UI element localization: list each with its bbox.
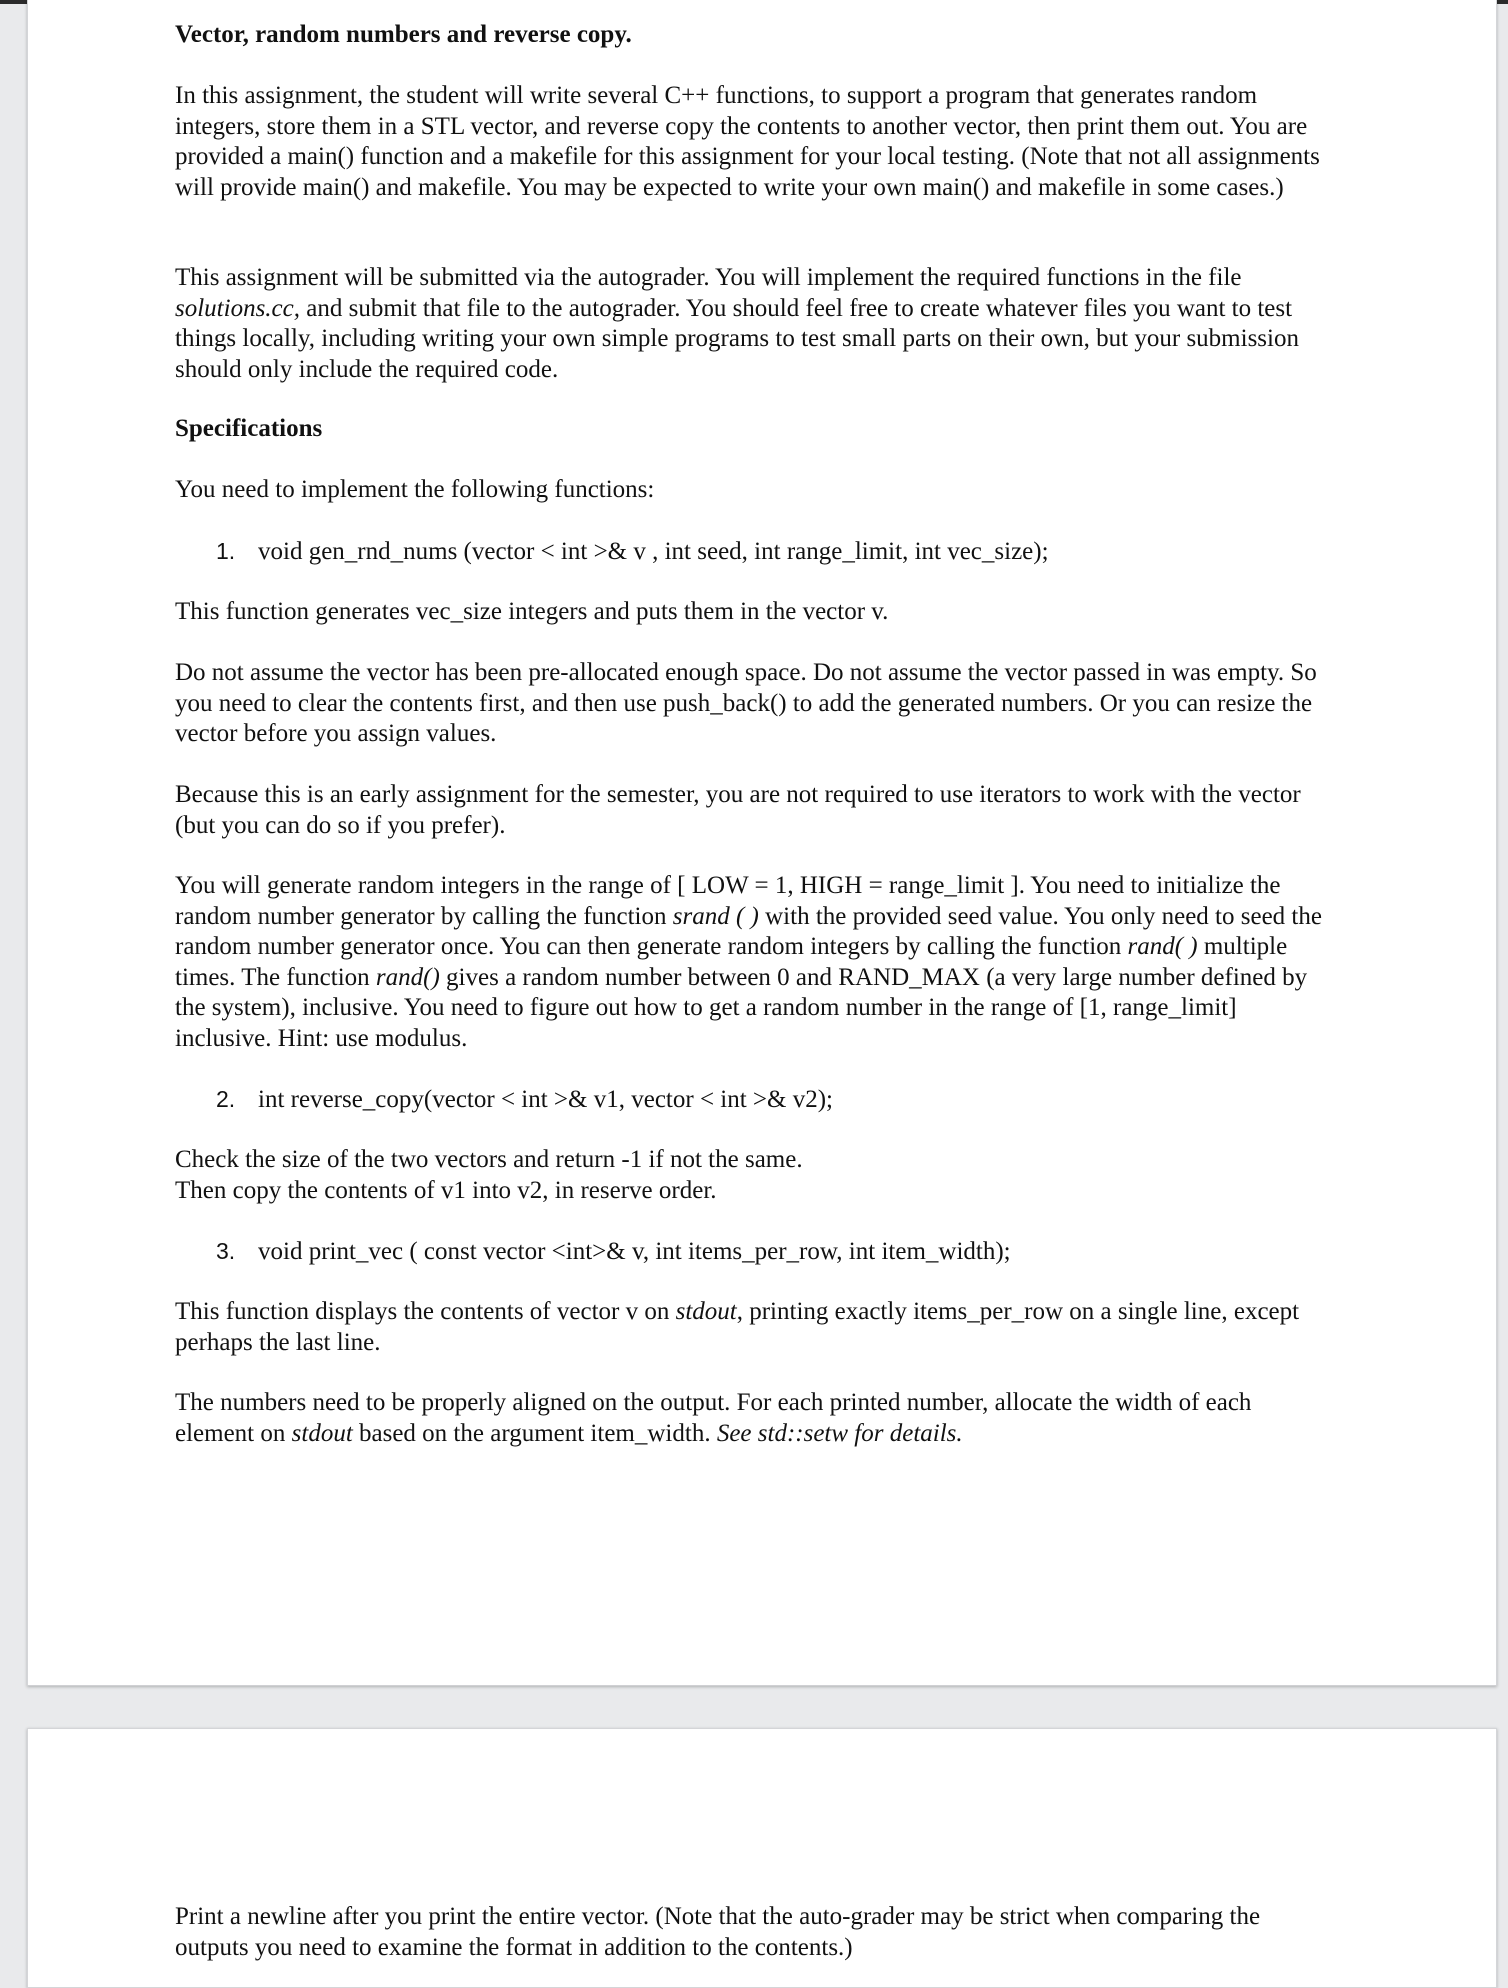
function-2-signature: int reverse_copy(vector < int >& v1, vector < int >& v2);	[258, 1086, 833, 1113]
random-text-1: You will generate random integers in the range of [ LOW = 1, HIGH = range_limit ]. You need to initialize the random number generator by calling the function	[175, 872, 1281, 930]
random-text-2: with the provided seed value. You only need to seed the random number generator once. You can then generate random integers by calling the function	[175, 902, 1322, 960]
function-1-description: This function generates vec_size integers and puts them in the vector v.	[175, 598, 889, 625]
function-1-signature: void gen_rnd_nums (vector < int >& v , int seed, int range_limit, int vec_size);	[258, 538, 1049, 565]
function-2-desc-line-1: Check the size of the two vectors and return -1 if not the same.	[175, 1146, 803, 1173]
function-3-description	[175, 1297, 1335, 1358]
submission-paragraph	[175, 263, 1335, 385]
rand-term-2: rand()	[375, 963, 440, 991]
function-1-random-paragraph	[175, 871, 1335, 1054]
document-title: Vector, random numbers and reverse copy.	[175, 21, 632, 48]
function-1-allocation-note: Do not assume the vector has been pre-allocated enough space. Do not assume the vector passed in was empty. So you need to clear the contents first, and then use push_back() to add the generated numbers. Or you can resize the vector before you assign values.	[175, 659, 1317, 747]
specifications-heading: Specifications	[175, 415, 323, 442]
stdout-term: stdout	[675, 1298, 737, 1325]
function-1-item	[216, 536, 1326, 568]
function-3-item	[216, 1236, 1326, 1268]
function-3-desc-text-1: This function displays the contents of vector v on	[175, 1298, 676, 1325]
srand-term: srand ( )	[672, 902, 759, 930]
stdout-term-2: stdout	[291, 1419, 353, 1447]
function-2-item	[216, 1084, 1326, 1116]
solutions-file-name: solutions.cc,	[175, 294, 300, 322]
setw-reference: See std::setw for details.	[716, 1419, 963, 1447]
function-3-signature: void print_vec ( const vector <int>& v, int items_per_row, int item_width);	[258, 1238, 1011, 1265]
function-2-description	[175, 1145, 1335, 1206]
random-text-3: multiple times. The function	[175, 933, 1288, 991]
function-3-number: 3.	[216, 1238, 236, 1264]
function-1-number: 1.	[216, 538, 236, 564]
function-2-desc-line-2: Then copy the contents of v1 into v2, in reserve order.	[175, 1176, 717, 1204]
function-3-desc-text-2: , printing exactly items_per_row on a single line, except perhaps the last line.	[175, 1298, 1300, 1356]
alignment-text-1: The numbers need to be properly aligned on the output. For each printed number, allocate the width of each element on	[175, 1389, 1252, 1447]
function-2-number: 2.	[216, 1086, 236, 1112]
alignment-text-2: based on the argument item_width.	[352, 1419, 717, 1447]
submission-text-after: and submit that file to the autograder. You should feel free to create whatever files you want to test things locally, including writing your own simple programs to test small parts on their own, but your submission should only include the required code.	[175, 294, 1299, 383]
function-1-iterators-note: Because this is an early assignment for the semester, you are not required to use iterators to work with the vector (but you can do so if you prefer).	[175, 781, 1301, 839]
submission-text-before: This assignment will be submitted via the autograder. You will implement the required functions in the file	[175, 264, 1242, 291]
rand-term: rand( )	[1127, 933, 1198, 960]
specs-intro: You need to implement the following functions:	[175, 476, 655, 503]
newline-paragraph: Print a newline after you print the entire vector. (Note that the auto-grader may be strict when comparing the outputs you need to examine the format in addition to the contents.)	[175, 1903, 1261, 1961]
alignment-paragraph	[175, 1388, 1335, 1449]
intro-paragraph: In this assignment, the student will write several C++ functions, to support a program that generates random integers, store them in a STL vector, and reverse copy the contents to another vector, then print them out. You are provided a main() function and a makefile for this assignment for your local testing. (Note that not all assignments will provide main() and makefile. You may be expected to write your own main() and makefile in some cases.)	[175, 82, 1320, 201]
random-text-4: gives a random number between 0 and RAND_MAX (a very large number defined by the system), inclusive. You need to figure out how to get a random number in the range of [1, range_limit] inclusive. Hint: use modulus.	[175, 963, 1308, 1052]
